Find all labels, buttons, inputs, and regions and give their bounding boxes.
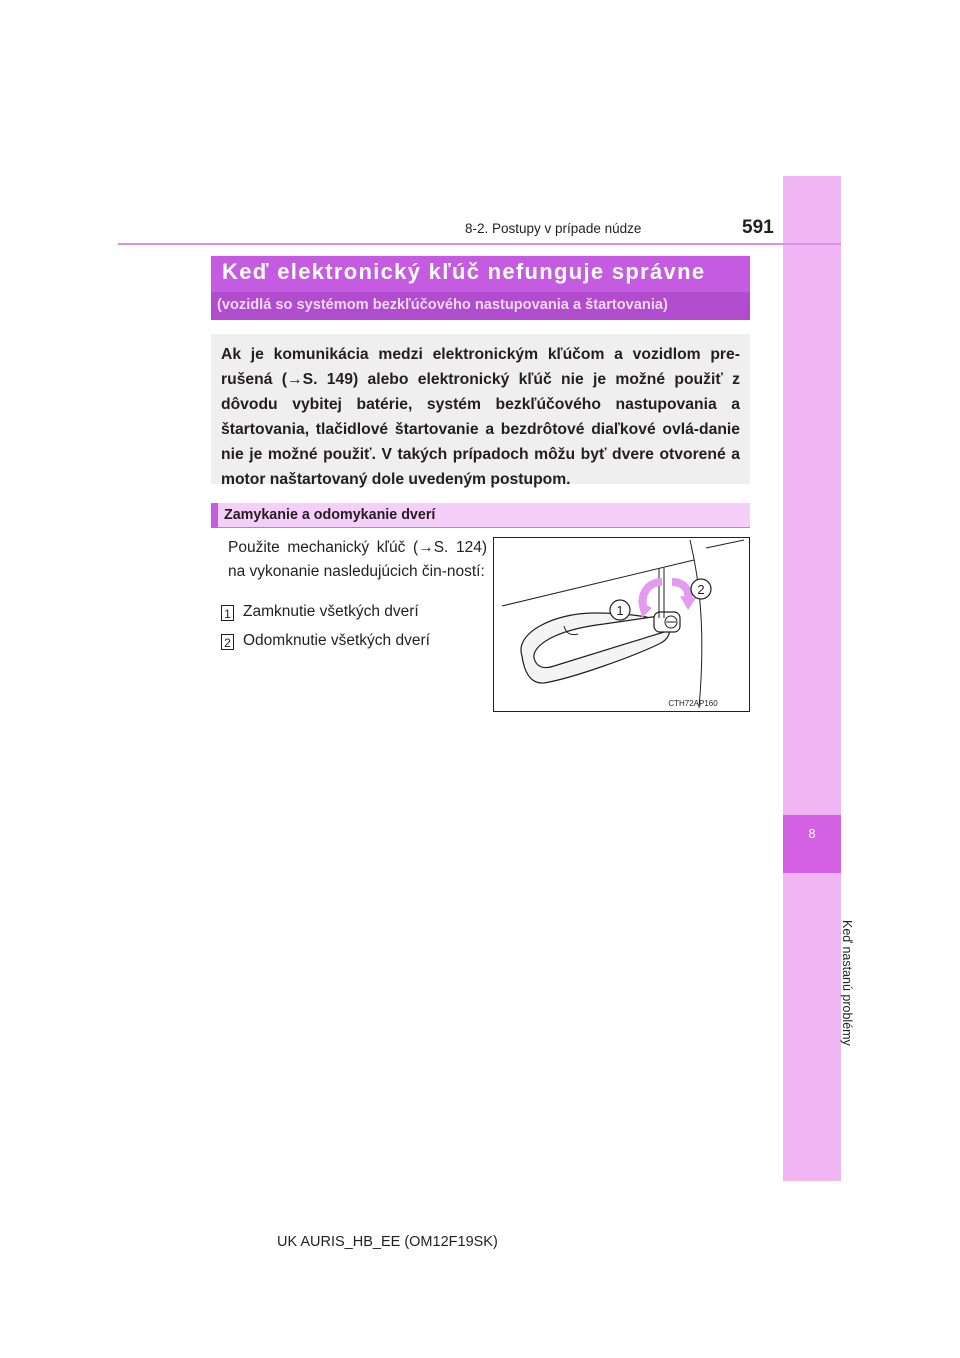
step-number-1: 1 bbox=[221, 605, 234, 621]
door-handle-drawing bbox=[494, 538, 749, 711]
subheading-accent bbox=[211, 503, 218, 528]
chapter-number: 8 bbox=[808, 826, 816, 841]
step-label-2: Odomknutie všetkých dverí bbox=[243, 632, 430, 649]
callout-2: 2 bbox=[697, 582, 705, 597]
page-number: 591 bbox=[742, 217, 774, 238]
page-title: Keď elektronický kľúč nefunguje správne bbox=[222, 259, 706, 284]
header-rule bbox=[118, 243, 841, 245]
chapter-number-box bbox=[783, 815, 841, 873]
section-header: 8-2. Postupy v prípade núdze bbox=[465, 221, 642, 236]
callout-1: 1 bbox=[616, 603, 624, 618]
footer-model: UK AURIS_HB_EE (OM12F19SK) bbox=[277, 1234, 498, 1250]
info-text: Ak je komunikácia medzi elektronickým kľúčom a vozidlom pre-rušená (→S. 149) alebo elektronický kľúč nie je možné použiť z dôvodu vybitej batérie, systém bezkľúčového nastupovania a štartovania, tlačidlové štartovanie a bezdrôtové diaľkové ovlá-danie nie je možné použiť. V takých prípadoch môžu byť dvere otvorené a motor naštartovaný dole uvedeným postupom. bbox=[221, 346, 740, 488]
chapter-title-text: Keď nastanú problémy bbox=[840, 920, 854, 1046]
step-number-2: 2 bbox=[221, 634, 234, 650]
chapter-title bbox=[770, 920, 854, 1070]
step-label-1: Zamknutie všetkých dverí bbox=[243, 603, 419, 620]
subheading: Zamykanie a odomykanie dverí bbox=[224, 507, 436, 523]
page-subtitle: (vozidlá so systémom bezkľúčového nastupovania a štartovania) bbox=[217, 297, 668, 313]
door-handle-illustration bbox=[493, 537, 750, 712]
illustration-code: CTH72AP160 bbox=[668, 699, 718, 708]
intro-paragraph: Použite mechanický kľúč (→S. 124) na vykonanie nasledujúcich čin-ností: bbox=[228, 539, 487, 580]
